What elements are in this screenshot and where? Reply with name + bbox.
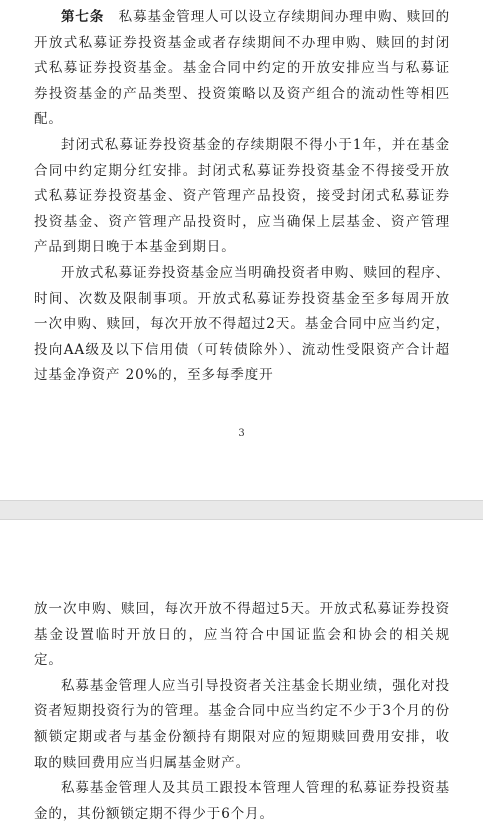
page-number: 3	[238, 428, 245, 439]
paragraph-closed-end-fund: 封闭式私募证券投资基金的存续期限不得小于1年，并在基金合同中约定期分红安排。封闭式私募证券投资基金不得接受开放式私募证券投资基金、资产管理产品投资，接受封闭式私募证券投资基金、资产管理产品投资时，应当确保上层基金、资产管理产品到期日晚于本基金到期日。	[34, 136, 450, 256]
continued-text-block	[34, 597, 450, 827]
paragraph-employee-coinvestment: 私募基金管理人及其员工跟投本管理人管理的私募证券投资基金的，其份额锁定期不得少于6个月。	[34, 780, 450, 822]
article-7-text-block	[34, 5, 450, 389]
page-separator	[0, 500, 483, 520]
paragraph-open-end-fund-continued: 放一次申购、赎回，每次开放不得超过5天。开放式私募证券投资基金设置临时开放日的，应当符合中国证监会和协会的相关规定。	[34, 601, 450, 669]
paragraph-article-7-intro	[34, 5, 450, 133]
document-page-bottom	[0, 520, 483, 840]
paragraph-lockup-period: 私募基金管理人应当引导投资者关注基金长期业绩，强化对投资者短期投资行为的管理。基金合同中应当约定不少于3个月的份额锁定期或者与基金份额持有期限对应的短期赎回费用安排，收取的赎回费用应当归属基金财产。	[34, 677, 450, 771]
paragraph-text: 私募基金管理人可以设立存续期间办理申购、赎回的开放式私募证券投资基金或者存续期间不办理申购、赎回的封闭式私募证券投资基金。基金合同中约定的开放安排应当与私募证券投资基金的产品类型、投资策略以及资产组合的流动性等相匹配。	[34, 9, 451, 128]
paragraph-open-end-fund: 开放式私募证券投资基金应当明确投资者申购、赎回的程序、时间、次数及限制事项。开放式私募证券投资基金至多每周开放一次申购、赎回，每次开放不得超过2天。基金合同中应当约定，投向AA级及以下信用债（可转债除外）、流动性受限资产合计超过基金净资产 20%的，至多每季度开	[34, 264, 450, 384]
article-label: 第七条	[61, 9, 105, 25]
